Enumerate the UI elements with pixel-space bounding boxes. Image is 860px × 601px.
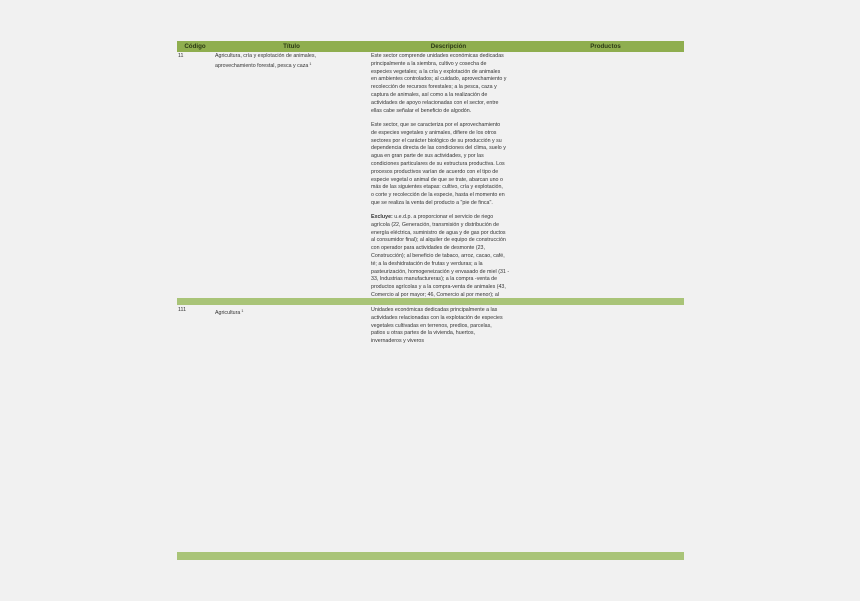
desc-line: agrícola (22, Generación, transmisión y distribución de [371,221,500,228]
desc-line: condiciones particulares de su estructura productiva. Los [371,161,505,167]
desc-line: especies vegetales; a la cría y explotación de animales [371,68,501,75]
desc-line: más de las siguientes etapas: cultivo, cría y explotación, [371,184,503,191]
desc-line: recolección de recursos forestales; a la pesca, caza y [371,84,497,91]
desc-line: Este sector comprende unidades económicas dedicadas [371,53,504,59]
footnote-marker: 1 [241,309,244,313]
desc-line: en ambientes controlados; al cuidado, aprovechamiento y [371,76,507,83]
table-footer-bar [177,552,684,560]
desc-line: actividades relacionadas con la explotación de especies [371,314,503,321]
header-productos: Productos [590,43,621,50]
row-separator [177,298,684,305]
desc-line: agua en gran parte de sus actividades, y por las [371,153,484,160]
desc-line: Excluye: u.e.d.p. a proporcionar el servicio de riego [371,214,494,220]
desc-line: con operador para actividades de desmonte (23, [371,245,485,252]
desc-line: pasteurización, homogeneización y envasado de miel (31 - [371,268,510,275]
desc-line: sectores por el carácter biológico de su producción y su [371,137,502,144]
desc-line: actividades de apoyo relacionadas con el sector, entre [371,99,499,106]
row-code: 111 [178,307,187,313]
desc-line: captura de animales, así como a la realización de [371,92,488,98]
desc-line: Este sector, que se caracteriza por el aprovechamiento [371,122,501,128]
desc-line: patios u otras partes de la vivienda, huertos, [371,330,475,337]
desc-line: 33, Industrias manufactureras); a la compra -venta de [371,276,498,283]
desc-line: energía eléctrica, suministro de agua y de gas por ductos [371,229,506,236]
desc-line: principalmente a la siembra, cultivo y cosecha de [371,60,487,67]
desc-line: Construcción); al beneficio de tabaco, arroz, cacao, café, [371,253,505,259]
excluye-label: Excluye: [371,214,393,220]
row-title-line: Agricultura, cría y explotación de animales, [215,53,316,59]
desc-line: dependencia directa de las condiciones del clima, suelo y [371,145,506,152]
desc-line: productos agrícolas y a la compra-venta de animales (43, [371,284,506,291]
row-title-line: Agricultura$^1$ [215,309,244,316]
desc-line: ellas cabe señalar el beneficio de algodón. [371,107,472,114]
footnote-marker: 1 [309,62,312,66]
row-code: 11 [178,53,184,59]
desc-line: té; a la deshidratación de frutas y verduras; a la [371,260,483,267]
desc-line: Unidades económicas dedicadas principalmente a las [371,307,498,313]
desc-line: o corte y recolección de la especie, hasta el momento en [371,192,505,199]
desc-line: al consumidor final); al alquiler de equipo de construcción [371,237,506,244]
desc-line: invernaderos y viveros [371,338,424,345]
desc-line: de especies vegetales y animales, difiere de los otros [371,129,497,136]
desc-line: vegetales cultivadas en terrenos, predios, parcelas, [371,322,492,329]
row-title-line: aprovechamiento forestal, pesca y caza$^1$ [215,62,312,69]
header-descripcion: Descripción [430,43,467,50]
classification-table [177,41,684,560]
desc-line: especie vegetal o animal de que se trate, abarcan uno o [371,176,503,183]
table-header [177,41,684,52]
desc-line: procesos productivos varían de acuerdo con el tipo de [371,168,499,175]
desc-line: Comercio al por mayor; 46, Comercio al por menor); al [371,292,500,298]
header-codigo: Código [184,43,206,50]
header-titulo: Título [283,43,300,50]
desc-line: que se realiza la venta del producto a "pie de finca". [371,200,493,206]
